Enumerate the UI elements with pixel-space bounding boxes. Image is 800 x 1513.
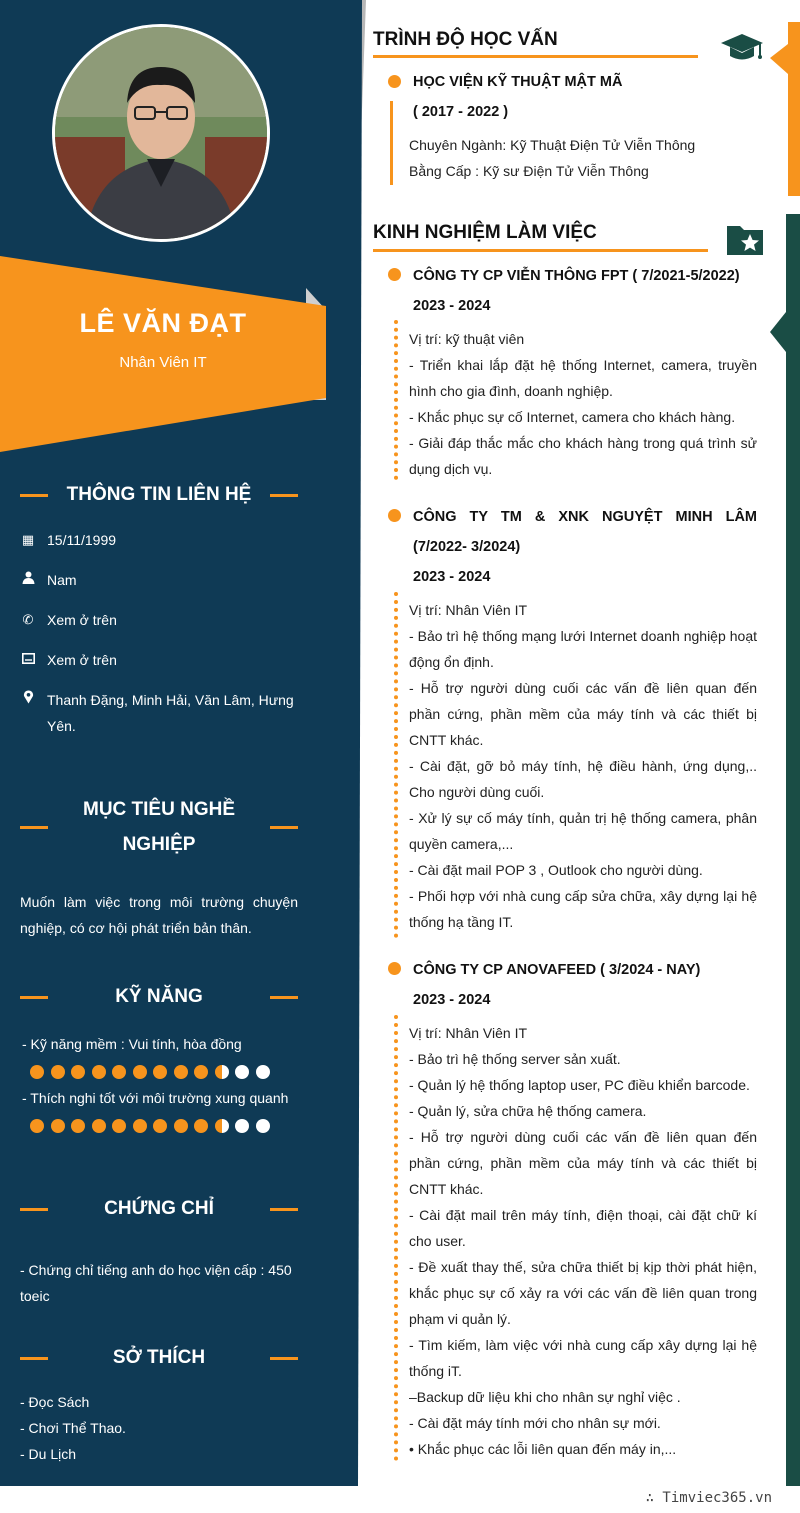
skill-label-1: - Kỹ năng mềm : Vui tính, hòa đồng — [22, 1036, 242, 1052]
contact-email — [20, 647, 298, 673]
contact-phone — [20, 607, 298, 633]
job-detail-line: - Phối hợp với nhà cung cấp sửa chữa, xây dựng lại hệ thống hạ tầng IT. — [409, 888, 757, 930]
rating-dot — [215, 1119, 229, 1133]
rating-dot — [235, 1065, 249, 1079]
heading-bar-left — [20, 494, 48, 497]
contact-heading — [20, 484, 298, 506]
profile-name: LÊ VĂN ĐẠT — [79, 308, 247, 338]
rating-dot — [215, 1065, 229, 1079]
job-3-details — [409, 1020, 757, 1462]
rating-dot — [256, 1065, 270, 1079]
hobby-item: - Đọc Sách — [20, 1394, 90, 1410]
right-orange-ribbon — [788, 22, 800, 196]
job-detail-line: –Backup dữ liệu khi cho nhân sự nghỉ việc . — [409, 1389, 681, 1405]
job-detail-line: - Bảo trì hệ thống mạng lưới Internet doanh nghiệp hoạt động ổn định. — [409, 628, 757, 670]
job-3-bullet — [388, 962, 401, 975]
job-detail-line: - Cài đặt mail POP 3 , Outlook cho người dùng. — [409, 862, 703, 878]
job-2-bullet — [388, 509, 401, 522]
job-2-period: 2023 - 2024 — [413, 569, 491, 585]
contact-gender — [20, 567, 298, 593]
skills-heading-text: KỸ NĂNG — [115, 986, 203, 1007]
hobbies-heading — [20, 1347, 298, 1369]
job-detail-line: - Quản lý, sửa chữa hệ thống camera. — [409, 1103, 647, 1119]
heading-bar-right — [270, 1208, 298, 1211]
heading-bar-left — [20, 826, 48, 829]
email-icon — [20, 647, 36, 673]
rating-dot — [71, 1065, 85, 1079]
education-school: HỌC VIỆN KỸ THUẬT MẬT MÃ — [413, 74, 623, 90]
rating-dot — [153, 1065, 167, 1079]
contact-phone-text: Xem ở trên — [47, 612, 117, 628]
rating-dot — [194, 1065, 208, 1079]
rating-dot — [133, 1065, 147, 1079]
education-major: Chuyên Ngành: Kỹ Thuật Điện Tử Viễn Thông — [409, 137, 696, 153]
education-details — [409, 132, 757, 184]
rating-dot — [256, 1119, 270, 1133]
certificates-heading-text: CHỨNG CHỈ — [104, 1198, 214, 1219]
experience-heading: KINH NGHIỆM LÀM VIỆC — [373, 222, 597, 243]
heading-bar-left — [20, 1357, 48, 1360]
job-detail-line: - Cài đặt máy tính mới cho nhân sự mới. — [409, 1415, 661, 1431]
job-2-company-dates: (7/2022- 3/2024) — [413, 539, 521, 555]
hobby-item: - Chơi Thể Thao. — [20, 1420, 126, 1436]
objective-heading — [20, 792, 298, 862]
profile-role: Nhân Viên IT — [119, 354, 207, 371]
job-detail-line: - Giải đáp thắc mắc cho khách hàng trong quá trình sử dụng dịch vụ. — [409, 435, 757, 477]
heading-bar-right — [270, 826, 298, 829]
job-detail-line: - Cài đặt, gỡ bỏ máy tính, hệ điều hành, ứng dụng,.. Cho người dùng cuối. — [409, 758, 757, 800]
objective-heading-line1: MỤC TIÊU NGHỀ — [83, 799, 235, 820]
job-detail-line: - Khắc phục sự cố Internet, camera cho khách hàng. — [409, 409, 736, 425]
job-detail-line: - Hỗ trợ người dùng cuối các vấn đề liên quan đến phần cứng, phần mềm của máy tính và các thiết bị CNTT khác. — [409, 1129, 757, 1197]
hobbies-list — [20, 1389, 298, 1467]
education-degree: Bằng Cấp : Kỹ sư Điện Tử Viễn Thông — [409, 163, 649, 179]
job-3-period: 2023 - 2024 — [413, 992, 491, 1008]
rating-dot — [112, 1119, 126, 1133]
job-detail-line: - Xử lý sự cố máy tính, quản trị hệ thống camera, phân quyền camera,... — [409, 810, 757, 852]
rating-dot — [30, 1065, 44, 1079]
contact-birthdate — [20, 527, 298, 553]
job-2-timeline-dots — [394, 592, 402, 938]
rating-dot — [174, 1119, 188, 1133]
rating-dot — [153, 1119, 167, 1133]
user-icon — [20, 567, 36, 593]
rating-dot — [92, 1119, 106, 1133]
graduation-cap-icon — [720, 32, 764, 67]
job-detail-line: - Quản lý hệ thống laptop user, PC điều khiển barcode. — [409, 1077, 750, 1093]
contact-heading-text: THÔNG TIN LIÊN HỆ — [66, 484, 252, 505]
right-orange-arrow — [770, 44, 788, 74]
job-detail-line: Vị trí: Nhân Viên IT — [409, 1025, 528, 1041]
job-detail-line: - Bảo trì hệ thống server sản xuất. — [409, 1051, 621, 1067]
rating-dot — [92, 1065, 106, 1079]
job-detail-line: - Đề xuất thay thế, sửa chữa thiết bị kịp thời phát hiện, khắc phục sự cố xảy ra với các vấn đề liên quan trong phạm vi quản lý. — [409, 1259, 757, 1327]
education-period: ( 2017 - 2022 ) — [413, 104, 509, 120]
job-2-details — [409, 597, 757, 935]
heading-bar-right — [270, 1357, 298, 1360]
job-1-period: 2023 - 2024 — [413, 298, 491, 314]
footer-brand-text: Timviec365.vn — [662, 1490, 772, 1506]
education-timeline-line — [390, 101, 393, 185]
rating-dot — [51, 1065, 65, 1079]
contact-birthdate-text: 15/11/1999 — [47, 532, 117, 548]
certificates-text: - Chứng chỉ tiếng anh do học viện cấp : 450 toeic — [20, 1262, 292, 1304]
contact-address-text: Thanh Đặng, Minh Hải, Văn Lâm, Hưng Yên. — [47, 692, 294, 734]
folder-star-icon — [726, 222, 764, 261]
hobbies-heading-text: SỞ THÍCH — [112, 1347, 206, 1368]
rating-dot — [235, 1119, 249, 1133]
right-green-ribbon — [786, 214, 800, 1486]
job-3-company: CÔNG TY CP ANOVAFEED ( 3/2024 - NAY) — [413, 962, 701, 978]
objective-heading-line2: NGHIỆP — [122, 834, 196, 855]
heading-bar-right — [270, 494, 298, 497]
skills-heading — [20, 986, 298, 1008]
footer-brand[interactable] — [646, 1490, 772, 1506]
heading-bar-left — [20, 996, 48, 999]
rating-dot — [133, 1119, 147, 1133]
education-bullet — [388, 75, 401, 88]
job-detail-line: Vị trí: kỹ thuật viên — [409, 331, 525, 347]
certificates-heading — [20, 1198, 298, 1220]
job-1-details — [409, 326, 757, 482]
calendar-icon: ▦ — [21, 532, 35, 547]
job-detail-line: - Triển khai lắp đặt hệ thống Internet, camera, truyền hình cho gia đình, doanh nghiệp. — [409, 357, 757, 399]
phone-icon: ✆ — [22, 612, 34, 627]
job-detail-line: - Cài đặt mail trên máy tính, điện thoại, cài đặt chữ kí cho user. — [409, 1207, 757, 1249]
education-heading: TRÌNH ĐỘ HỌC VẤN — [373, 29, 558, 50]
brand-logo-icon: ∴ — [645, 1490, 663, 1506]
experience-heading-underline — [373, 249, 708, 252]
heading-bar-left — [20, 1208, 48, 1211]
job-detail-line: - Tìm kiếm, làm việc với nhà cung cấp xây dựng lại hệ thống iT. — [409, 1337, 757, 1379]
contact-gender-text: Nam — [47, 572, 77, 588]
job-detail-line: - Hỗ trợ người dùng cuối các vấn đề liên quan đến phần cứng, phần mềm của máy tính và các thiết bị CNTT khác. — [409, 680, 757, 748]
rating-dot — [71, 1119, 85, 1133]
job-detail-line: Vị trí: Nhân Viên IT — [409, 602, 528, 618]
rating-dot — [194, 1119, 208, 1133]
profile-photo — [52, 24, 270, 242]
objective-text: Muốn làm việc trong môi trường chuyện nghiệp, có cơ hội phát triển bản thân. — [20, 894, 298, 936]
job-1-timeline-dots — [394, 320, 402, 480]
job-detail-line: • Khắc phục các lỗi liên quan đến máy in,... — [409, 1441, 677, 1457]
job-1-company: CÔNG TY CP VIỄN THÔNG FPT ( 7/2021-5/2022) — [413, 268, 740, 284]
heading-bar-right — [270, 996, 298, 999]
rating-dot — [30, 1119, 44, 1133]
skill-label-2: - Thích nghi tốt với môi trường xung quanh — [22, 1090, 289, 1106]
job-3-timeline-dots — [394, 1015, 402, 1461]
contact-address — [20, 687, 298, 739]
rating-dot — [112, 1065, 126, 1079]
hobby-item: - Du Lịch — [20, 1446, 77, 1462]
location-icon — [20, 687, 36, 713]
education-heading-underline — [373, 55, 698, 58]
right-green-arrow — [770, 312, 786, 352]
rating-dot — [51, 1119, 65, 1133]
contact-email-text: Xem ở trên — [47, 652, 117, 668]
job-1-bullet — [388, 268, 401, 281]
rating-dot — [174, 1065, 188, 1079]
job-2-company: CÔNG TY TM & XNK NGUYỆT MINH LÂM — [413, 509, 757, 525]
